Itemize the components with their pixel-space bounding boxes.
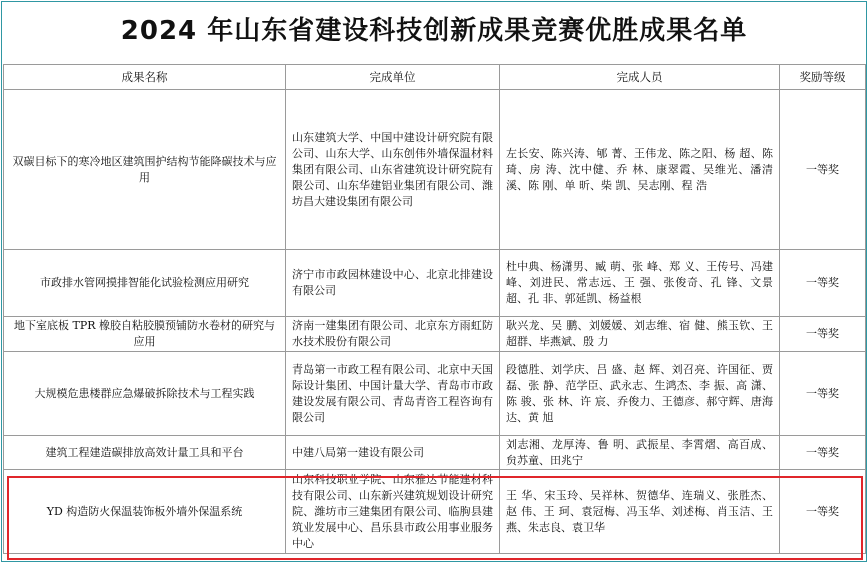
completing-unit: 青岛第一市政工程有限公司、北京中天国际设计集团、中国计量大学、青岛市市政建设发展有限公司、青岛青咨工程咨询有限公司 — [286, 352, 500, 436]
table-row — [4, 352, 866, 436]
header-completing-unit: 完成单位 — [286, 65, 500, 90]
header-achievement-name: 成果名称 — [4, 65, 286, 90]
completing-unit: 中建八局第一建设有限公司 — [286, 436, 500, 470]
award-level: 一等奖 — [780, 317, 866, 352]
achievement-name: 市政排水管网摸排智能化试验检测应用研究 — [4, 250, 286, 317]
award-level: 一等奖 — [780, 352, 866, 436]
page-title: 2024 年山东省建设科技创新成果竞赛优胜成果名单 — [120, 16, 748, 46]
header-completing-people: 完成人员 — [500, 65, 780, 90]
completing-people: 耿兴龙、吴 鹏、刘媛媛、刘志维、宿 健、熊玉钦、王超群、毕燕斌、殷 力 — [500, 317, 780, 352]
table-row — [4, 250, 866, 317]
table-row — [4, 317, 866, 352]
achievement-name: YD 构造防火保温装饰板外墙外保温系统 — [4, 470, 286, 554]
achievement-name: 大规模危患楼群应急爆破拆除技术与工程实践 — [4, 352, 286, 436]
table-row — [4, 90, 866, 250]
award-level: 一等奖 — [780, 470, 866, 554]
completing-people: 王 华、宋玉玲、吴祥林、贺德华、连瑞义、张胜杰、赵 伟、王 珂、袁冠梅、冯玉华、刘述梅、肖玉洁、王 燕、朱志良、袁卫华 — [500, 470, 780, 554]
completing-people: 左长安、陈兴涛、郇 菁、王伟龙、陈之阳、杨 超、陈 琦、房 涛、沈中健、乔 林、康翠霞、吴维光、潘清溪、陈 刚、单 昕、柴 凯、吴志刚、程 浩 — [500, 90, 780, 250]
achievement-name: 建筑工程建造碳排放高效计量工具和平台 — [4, 436, 286, 470]
award-level: 一等奖 — [780, 250, 866, 317]
achievement-name: 双碳目标下的寒冷地区建筑围护结构节能降碳技术与应用 — [4, 90, 286, 250]
results-table — [3, 64, 866, 554]
header-award-level: 奖励等级 — [780, 65, 866, 90]
completing-unit: 山东建筑大学、中国中建设计研究院有限公司、山东大学、山东创伟外墙保温材料集团有限公司、山东省建筑设计研究院有限公司、山东华建铝业集团有限公司、潍坊昌大建设集团有限公司 — [286, 90, 500, 250]
table-header-row — [4, 65, 866, 90]
table-row — [4, 436, 866, 470]
completing-unit: 山东科技职业学院、山东雅达节能建材科技有限公司、山东新兴建筑规划设计研究院、潍坊市三建集团有限公司、临朐县建筑业发展中心、昌乐县市政公用事业服务中心 — [286, 470, 500, 554]
award-level: 一等奖 — [780, 436, 866, 470]
table-row — [4, 470, 866, 554]
completing-unit: 济南一建集团有限公司、北京东方雨虹防水技术股份有限公司 — [286, 317, 500, 352]
completing-people: 杜中典、杨潇男、臧 萌、张 峰、郑 义、王传号、冯建峰、刘进民、常志远、王 强、张俊奇、孔 锋、文景超、孔 非、郭延凯、杨益根 — [500, 250, 780, 317]
completing-people: 刘志湘、龙厚涛、鲁 明、武振星、李霄熠、高百成、贠苏童、田兆宁 — [500, 436, 780, 470]
completing-unit: 济宁市市政园林建设中心、北京北排建设有限公司 — [286, 250, 500, 317]
completing-people: 段德胜、刘学庆、吕 盛、赵 辉、刘召亮、许国征、贾 磊、张 静、范学臣、武永志、生鸿杰、李 振、高 潇、陈 骏、张 林、许 宸、乔俊力、王德彦、郝守辉、唐海达、黄 旭 — [500, 352, 780, 436]
achievement-name: 地下室底板 TPR 橡胶自粘胶膜预铺防水卷材的研究与应用 — [4, 317, 286, 352]
document-page — [1, 1, 867, 562]
award-level: 一等奖 — [780, 90, 866, 250]
